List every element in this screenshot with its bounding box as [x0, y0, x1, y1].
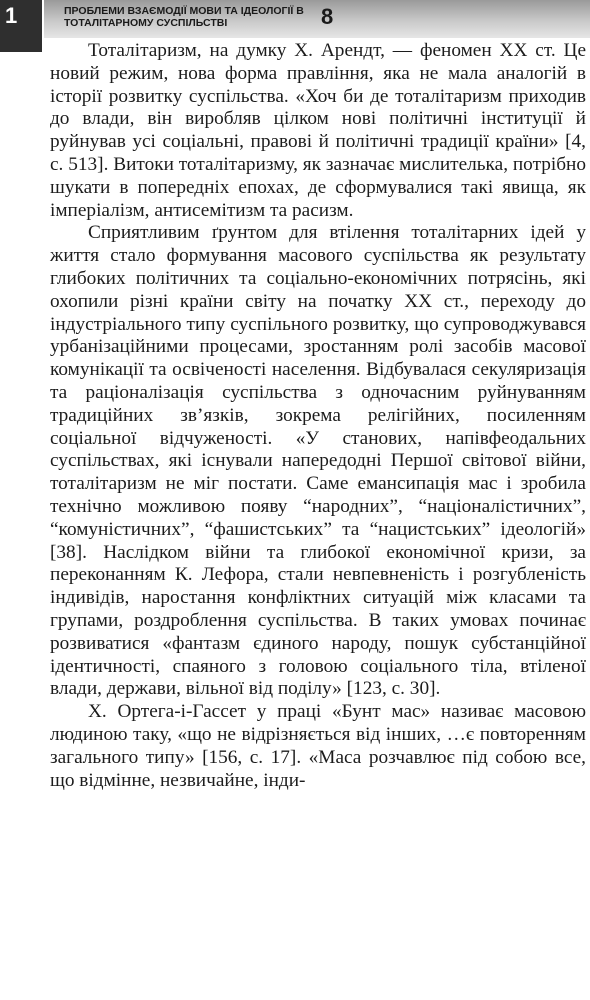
- chapter-tab: [0, 0, 42, 52]
- title-banner: [44, 0, 590, 38]
- paragraph: Тоталітаризм, на думку Х. Арендт, — феномен ХХ ст. Це новий режим, нова форма правління, яка не мала аналогій в історії розвитку суспільства. «Хоч би де тоталітаризм приходив до влади, він виробляв цілком нові політичні інституції й руйнував усі соціальні, правові й політичні традиції країни» [4, с. 513]. Витоки тоталітаризму, як зазначає мислителька, потрібно шукати в попередніх епохах, де сформувалися такі явища, як імперіалізм, антисемітизм та расизм.: [50, 40, 586, 221]
- page-number: 8: [321, 4, 334, 29]
- running-title: ПРОБЛЕМИ ВЗАЄМОДІЇ МОВИ ТА ІДЕОЛОГІЇ В ТОТАЛІТАРНОМУ СУСПІЛЬСТВІ: [64, 5, 304, 29]
- chapter-number: 1: [5, 3, 18, 28]
- paragraph: Сприятливим ґрунтом для втілення тоталітарних ідей у життя стало формування масового суспільства як результату глибоких політичних та соціально-економічних потрясінь, які охопили різні країни світу на початку ХХ ст., переходу до індустріального типу суспільного розвитку, що супроводжувався урбанізаційними процесами, зростанням ролі засобів масової комунікації та освіченості населення. Відбувалася секуляризація та раціоналізація суспільства з одночасним руйнуванням традиційних зв’язків, зокрема релігійних, посиленням соціальної відчуженості. «У станових, напівфеодальних суспільствах, які існували напередодні Першої світової війни, тоталітаризм не міг постати. Саме емансипація мас і зробила технічно можливою появу “народних”, “націоналістичних”, “комуністичних”, “фашистських” та “нацистських” ідеологій» [38]. Наслідком війни та глибокої економічної кризи, за переконанням К. Лефора, стали невпевненість і розгубленість індивідів, наростання конфліктних ситуацій між класами та групами, роздроблення суспільства. В таких умовах починає розвиватися «фантазм єдиного народу, пошук субстанційної ідентичності, спаяного з головою соціального тіла, втіленої влади, держави, вільної від поділу» [123, с. 30].: [50, 222, 586, 700]
- paragraph: Х. Ортега-і-Гассет у праці «Бунт мас» називає масовою людиною таку, «що не відрізняється від інших, …є повторенням загального типу» [156, с. 17]. «Маса розчавлює під собою все, що відмінне, незвичайне, інди-: [50, 701, 586, 791]
- body-text: [50, 40, 586, 792]
